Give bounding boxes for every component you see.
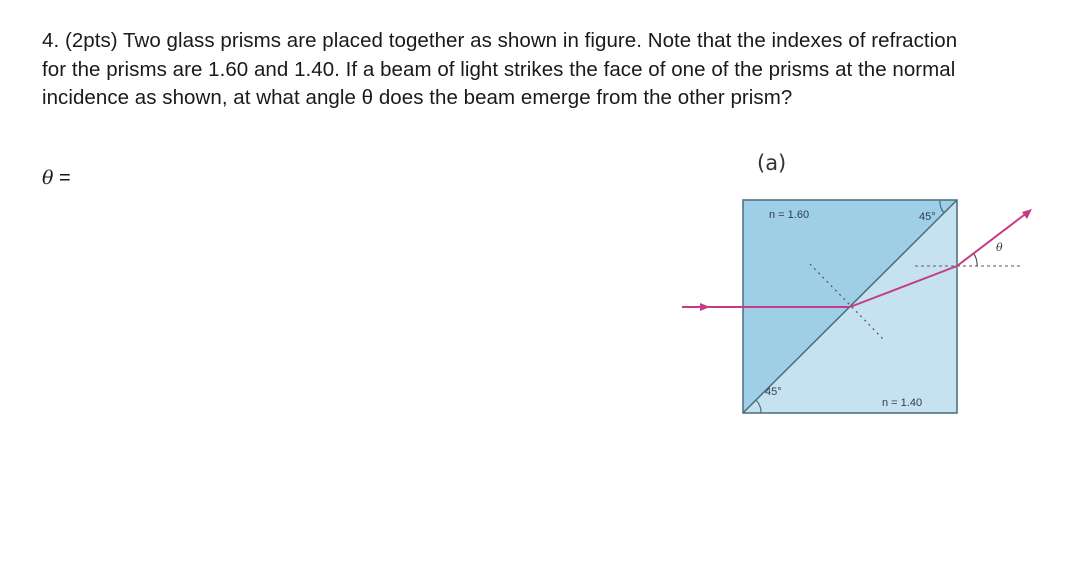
n-bottom-label: n = 1.40 [882,397,923,409]
question-line-3: incidence as shown, at what angle θ does the beam emerge from the other prism? [42,86,793,109]
answer-field[interactable] [42,167,71,190]
emergent-beam [957,212,1028,266]
n-top-label: n = 1.60 [769,209,810,221]
angle-bottom-label: 45° [765,386,782,398]
equals-sign: = [53,167,71,189]
emergent-arrow-icon [1022,209,1032,219]
theta-symbol: θ [42,167,54,189]
prism-figure [670,140,1040,430]
question-line-2: for the prisms are 1.60 and 1.40. If a beam of light strikes the face of one of the prisms at the normal [42,57,956,81]
theta-label: θ [996,241,1003,254]
question-text [42,27,1062,113]
incident-arrow-icon [700,303,710,311]
angle-top-label: 45° [919,211,936,223]
question-line-1: 4. (2pts) Two glass prisms are placed together as shown in figure. Note that the indexes of refraction [42,29,958,52]
figure-label: (a) [757,151,787,175]
theta-arc [974,254,977,266]
